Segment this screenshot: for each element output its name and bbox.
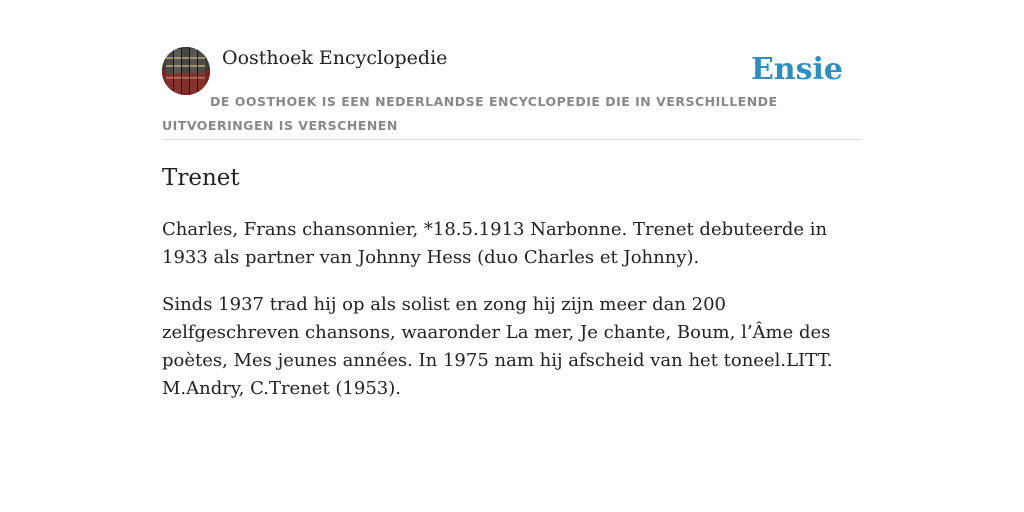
article-title: Trenet	[162, 165, 240, 191]
article-paragraph: Charles, Frans chansonnier, *18.5.1913 Narbonne. Trenet debuteerde in 1933 als partner van Johnny Hess (duo Charles et Johnny).	[162, 219, 828, 268]
article-paragraph: Sinds 1937 trad hij op als solist en zong hij zijn meer dan 200 zelfgeschreven chansons, waaronder La mer, Je chante, Boum, l’Âme des poètes, Mes jeunes années. In 1975 nam hij afscheid van het toneel.LITT. M.Andry, C.Trenet (1953).	[162, 294, 833, 399]
site-tagline: DE OOSTHOEK IS EEN NEDERLANDSE ENCYCLOPEDIE DIE IN VERSCHILLENDE UITVOERINGEN IS VERSCHENEN	[162, 94, 778, 133]
page-container	[162, 0, 862, 399]
site-name[interactable]: Oosthoek Encyclopedie	[222, 47, 448, 69]
header	[162, 0, 862, 140]
article-body	[162, 216, 862, 422]
brand-logo-link[interactable]: Ensie	[750, 52, 843, 87]
book-spines-icon[interactable]	[162, 47, 210, 95]
